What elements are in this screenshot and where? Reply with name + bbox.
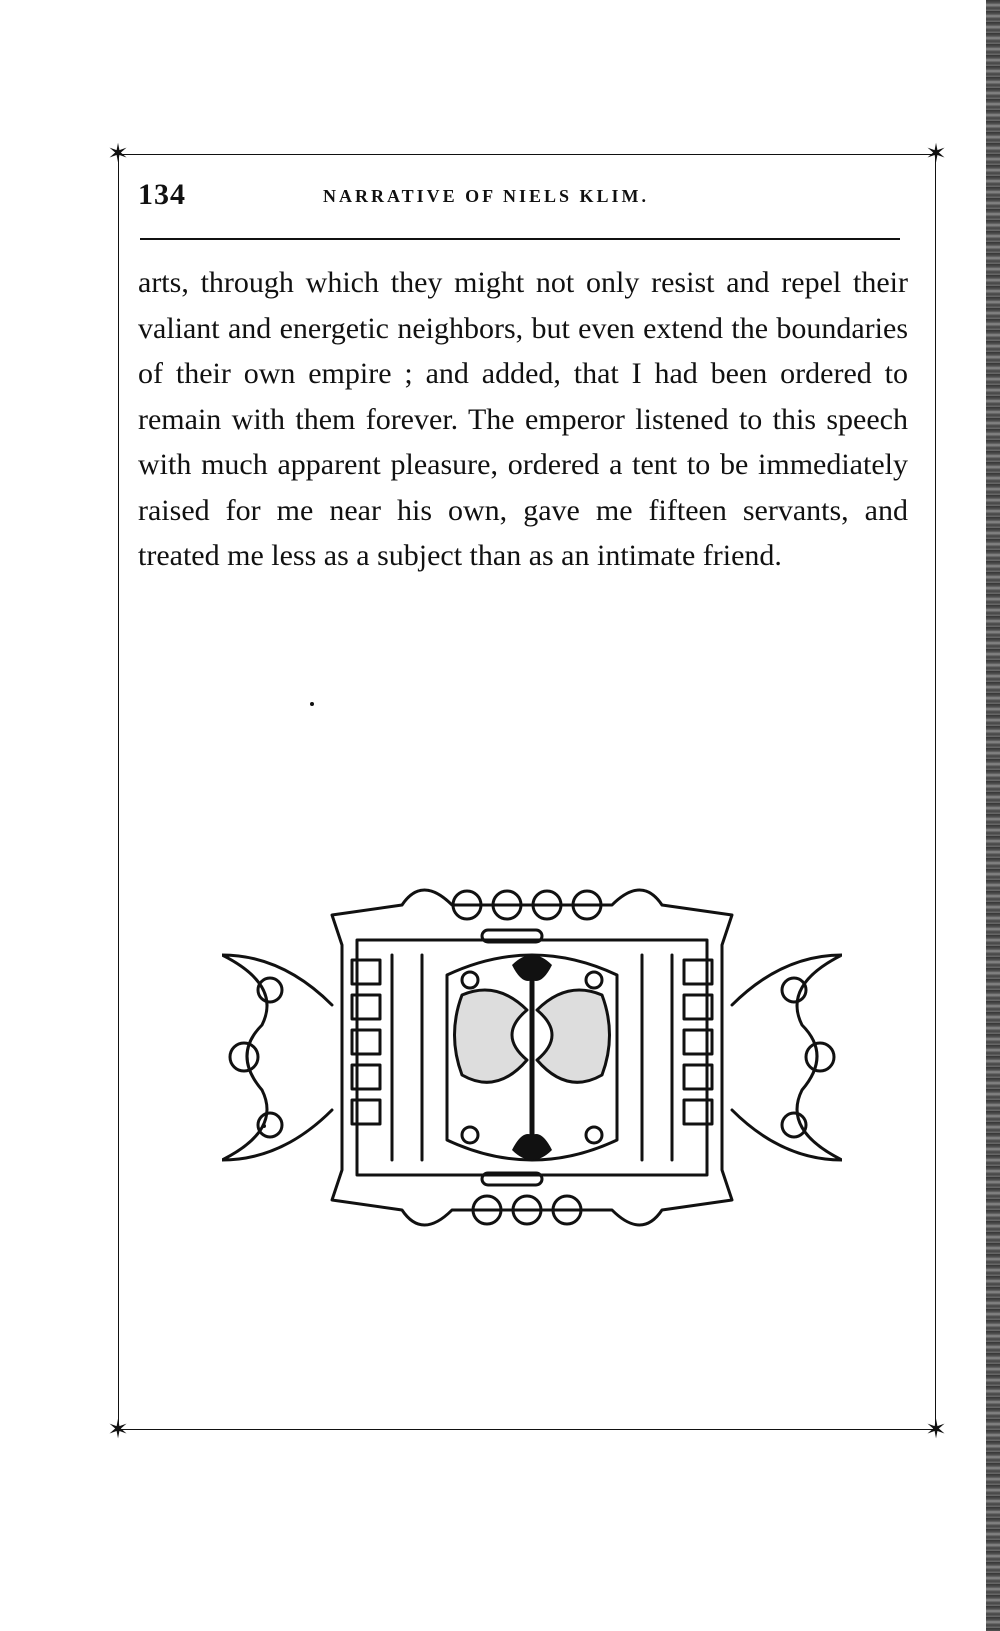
corner-star-icon: ✶ — [107, 139, 129, 169]
corner-star-icon: ✶ — [925, 1415, 947, 1445]
page-number: 134 — [138, 178, 186, 211]
body-paragraph: arts, through which they might not only resist and repel their valiant and energetic neighbors, but even extend the boundaries of their own empire ; and added, that I had been ordered to remain with them forever. The emperor listened to this speech with much apparent pleasure, ordered a tent to be immediately raised for me near his own, gave me fifteen servants, and treated me less as a subject than as an intimate friend. — [138, 266, 908, 572]
corner-star-icon: ✶ — [107, 1415, 129, 1445]
running-header — [138, 178, 898, 218]
corner-star-icon: ✶ — [925, 139, 947, 169]
ink-speck — [310, 702, 314, 706]
running-title: NARRATIVE OF NIELS KLIM. — [323, 186, 650, 206]
header-rule — [140, 238, 900, 240]
tailpiece-ornament-icon — [222, 885, 842, 1230]
page-edge-shadow — [986, 0, 1000, 1631]
